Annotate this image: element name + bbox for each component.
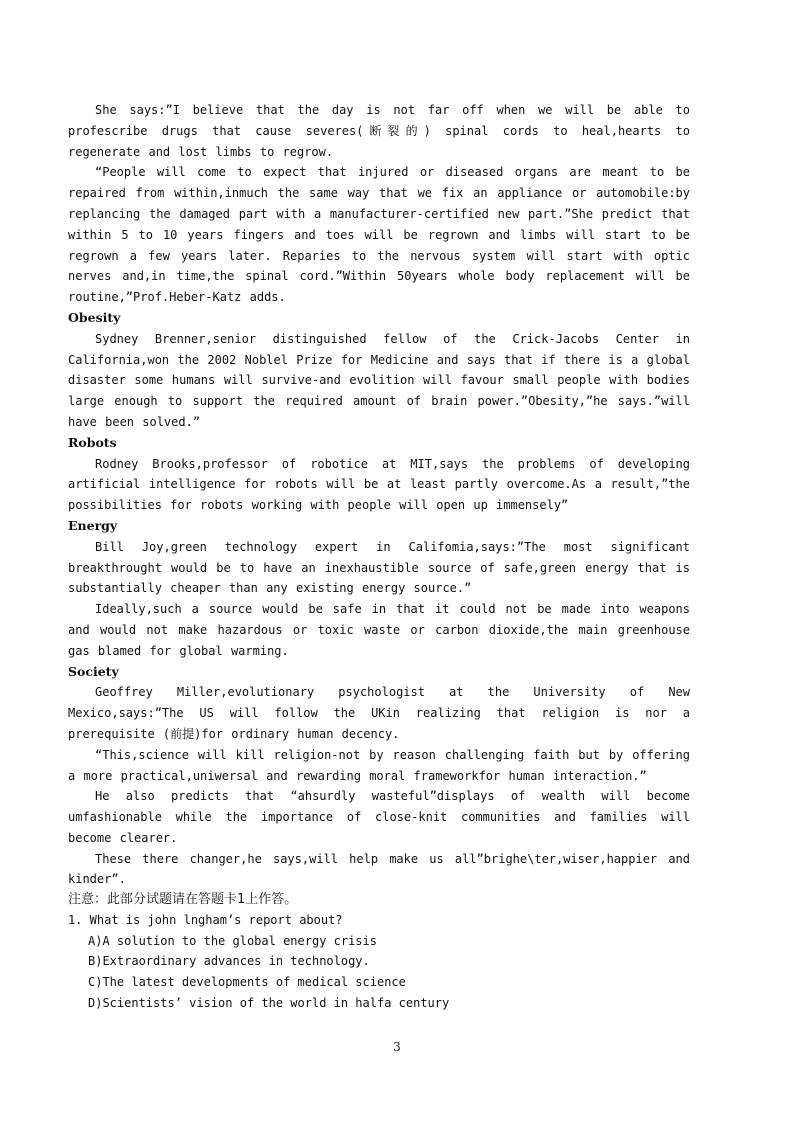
answer-sheet-note: 注意：此部分试题请在答题卡1上作答。 (68, 892, 298, 908)
paragraph-energy-2: Ideally,such a source would be safe in that it could not be made into weapons and would not make hazardous or toxic waste or carbon dioxide,the main greenhouse gas blamed for global warming. (68, 602, 690, 658)
question-1-option-b: B)Extraordinary advances in technology. (88, 954, 370, 969)
paragraph-society-2: “This,science will kill religion-not by reason challenging faith but by offering a more practical,uniwersal and rewarding moral frameworkfor human interaction.” (68, 747, 690, 783)
paragraph-obesity: Sydney Brenner,senior distinguished fellow of the Crick-Jacobs Center in California,won the 2002 Noblel Prize for Medicine and says that if there is a global disaster some humans will survive-and evolition will favour small people with bodies large enough to support the required amount of brain power.”Obesity,”he says.”will have been solved.” (68, 331, 690, 429)
paragraph-robots: Rodney Brooks,professor of robotice at MIT,says the problems of developing artificial intelligence for robots will be at least partly overcome.As a result,”the possibilities for robots working with people will open up immensely” (68, 456, 690, 513)
document-body (68, 100, 690, 1013)
question-1-option-a: A)A solution to the global energy crisis (88, 933, 377, 948)
paragraph-society-1: Geoffrey Miller,evolutionary psychologist at the University of New Mexico,says:”The US will follow the UKin realizing that religion is nor a prerequisite (前提)for ordinary human decency. (68, 685, 690, 741)
question-1-option-d: D)Scientists’ vision of the world in halfa century (88, 995, 450, 1010)
section-heading-society: Society (68, 663, 119, 679)
paragraph-quote-heber-katz-2: “People will come to expect that injured or diseased organs are meant to be repaired from within,inmuch the same way that we fix an appliance or automobile:by replancing the damaged part with a manufacturer-certified new part.”She predict that within 5 to 10 years fingers and toes will be regrown and limbs will start to be regrown a few years later. Reparies to the nervous system will start with optic nerves and,in time,the spinal cord.”Within 50years whole body replacement will be routine,”Prof.Heber-Katz adds. (68, 165, 690, 305)
page-number: 3 (393, 1040, 401, 1054)
question-1-option-c: C)The latest developments of medical science (88, 975, 406, 990)
section-heading-obesity: Obesity (68, 309, 121, 325)
section-heading-energy: Energy (68, 517, 118, 533)
paragraph-energy-1: Bill Joy,green technology expert in Califomia,says:”The most significant breakthrought would be to have an inexhaustible source of safe,green energy that is substantially cheaper than any existing energy source.” (68, 539, 690, 596)
paragraph-society-4: These there changer,he says,will help make us all”brighe\ter,wiser,happier and kinder”. (68, 851, 690, 887)
question-1: 1. What is john lngham’s report about? (68, 913, 343, 928)
paragraph-quote-heber-katz-1: She says:”I believe that the day is not far off when we will be able to profescribe drugs that cause severes(断裂的) spinal cords to heal,hearts to regenerate and lost limbs to regrow. (68, 103, 690, 159)
section-heading-robots: Robots (68, 434, 117, 450)
paragraph-society-3: He also predicts that “ahsurdly wasteful”displays of wealth will become umfashionable while the importance of close-knit communities and families will become clearer. (68, 789, 690, 845)
